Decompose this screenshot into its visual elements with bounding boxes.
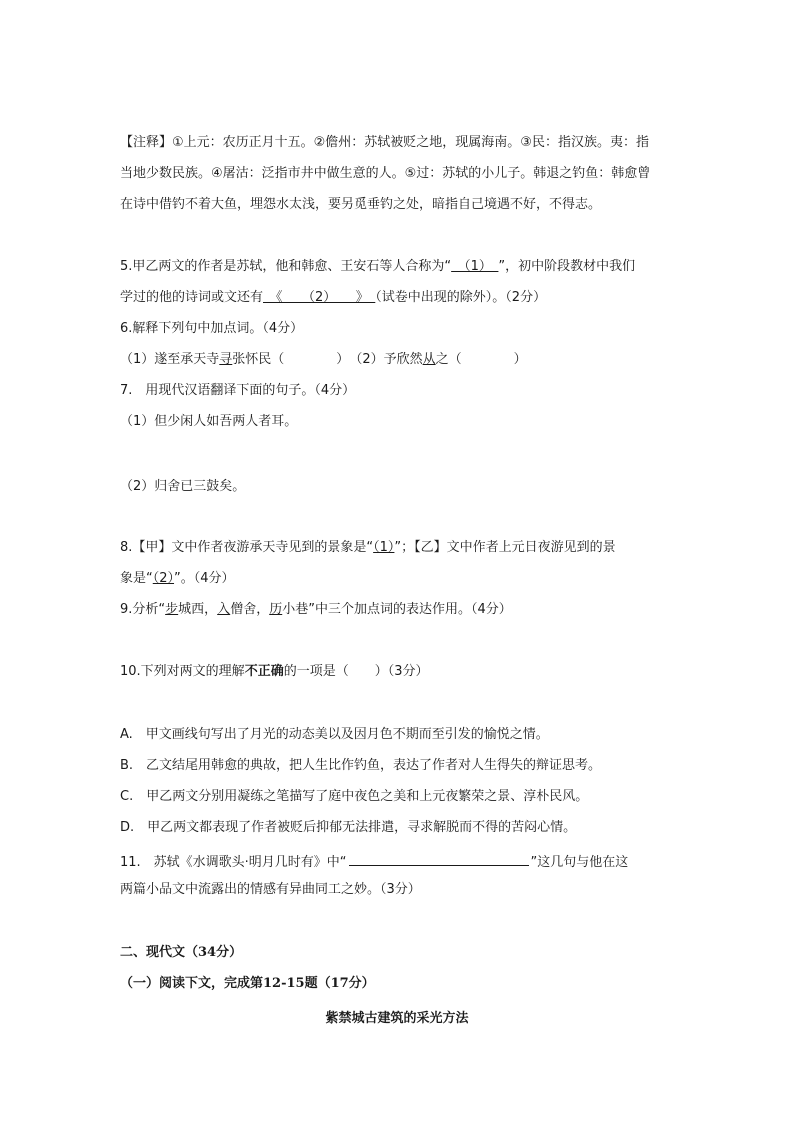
q5-text: 5.甲乙两文的作者是苏轼，他和韩愈、王安石等人合称为“	[120, 259, 452, 274]
q6-items	[120, 351, 527, 369]
q8-blank-1: （1）	[373, 540, 395, 555]
q6-text: （1）遂至承天寺	[120, 352, 220, 367]
q9-dotted-word: 入	[217, 602, 231, 617]
q5-text: （试卷中出现的除外）。（2分）	[375, 290, 547, 305]
q9-dotted-word: 步	[165, 602, 179, 617]
q7-item-1: （1）但少闲人如吾两人者耳。	[120, 414, 298, 429]
q8-text: ”。（4分）	[174, 571, 235, 586]
q11-line-2: 两篇小品文中流露出的情感有异曲同工之妙。（3分）	[120, 882, 421, 897]
q8-line-2	[120, 570, 235, 588]
q10-text: 10.下列对两文的理解	[120, 664, 245, 679]
q10-option-b: B. 乙文结尾用韩愈的典故，把人生比作钓鱼，表达了作者对人生得失的辩证思考。	[120, 758, 602, 773]
q11-text: ”这几句与他在这	[530, 855, 629, 870]
section-subheading: （一）阅读下文，完成第12-15题（17分）	[120, 976, 375, 991]
q6-dotted-word: 寻	[219, 352, 233, 367]
q5-text: ”，初中阶段教材中我们	[498, 259, 636, 274]
q5-line-2	[120, 289, 546, 307]
q6-text: 之（ ）	[435, 352, 527, 367]
q10-option-c: C. 甲乙两文分别用凝练之笔描写了庭中夜色之美和上元夜繁荣之景、淳朴民风。	[120, 789, 589, 804]
q6-text: 张怀民（ ）	[232, 352, 343, 367]
q9-line	[120, 601, 512, 619]
q7-stem: 7. 用现代汉语翻译下面的句子。（4分）	[120, 383, 356, 398]
q6-stem: 6.解释下列句中加点词。（4分）	[120, 321, 304, 336]
q7-item-2: （2）归舍已三鼓矣。	[120, 479, 246, 494]
q6-dotted-word: 从	[422, 352, 436, 367]
q5-blank-1: （1）	[451, 259, 499, 274]
q8-line-1	[120, 539, 616, 557]
q11-blank	[349, 850, 529, 866]
q9-text: 城西，	[178, 602, 218, 617]
q8-blank-2: （2）	[152, 571, 175, 586]
section-heading: 二、现代文（34分）	[120, 945, 243, 960]
q5-text: 学过的他的诗词或文还有	[120, 290, 264, 305]
q6-text: （2）予欣然	[355, 352, 423, 367]
q9-dotted-word: 历	[269, 602, 283, 617]
q9-text: 9.分析“	[120, 602, 166, 617]
q10-option-a: A. 甲文画线句写出了月光的动态美以及因月色不期而至引发的愉悦之情。	[120, 727, 549, 742]
q9-text: 小巷”中三个加点词的表达作用。（4分）	[282, 602, 512, 617]
notes-line-3: 在诗中借钓不着大鱼，埋怨水太浅，要另觅垂钓之处，暗指自己境遇不好，不得志。	[120, 197, 602, 212]
q5-line-1	[120, 258, 635, 276]
notes-line-2: 当地少数民族。④屠沽：泛指市井中做生意的人。⑤过：苏轼的小儿子。韩退之钓鱼：韩愈曾	[120, 166, 651, 181]
q9-text: 僧舍，	[230, 602, 270, 617]
q11-line-1	[120, 850, 628, 872]
article-title: 紫禁城古建筑的采光方法	[325, 1011, 469, 1026]
q5-blank-2: 《 （2） 》	[263, 290, 376, 305]
q8-text: ”；【乙】文中作者上元日夜游见到的景	[394, 540, 616, 555]
q10-text: 的一项是（ ）（3分）	[283, 664, 429, 679]
q10-emphasis: 不正确	[244, 664, 284, 679]
q10-stem	[120, 663, 428, 681]
q8-text: 象是“	[120, 571, 153, 586]
q10-option-d: D. 甲乙两文都表现了作者被贬后抑郁无法排遣，寻求解脱而不得的苦闷心情。	[120, 820, 577, 835]
notes-line-1: 【注释】①上元：农历正月十五。②儋州：苏轼被贬之地，现属海南。③民：指汉族。夷：指	[120, 135, 649, 150]
q8-text: 8.【甲】文中作者夜游承天寺见到的景象是“	[120, 540, 374, 555]
q11-text: 11. 苏轼《水调歌头·明月几时有》中“	[120, 855, 347, 870]
